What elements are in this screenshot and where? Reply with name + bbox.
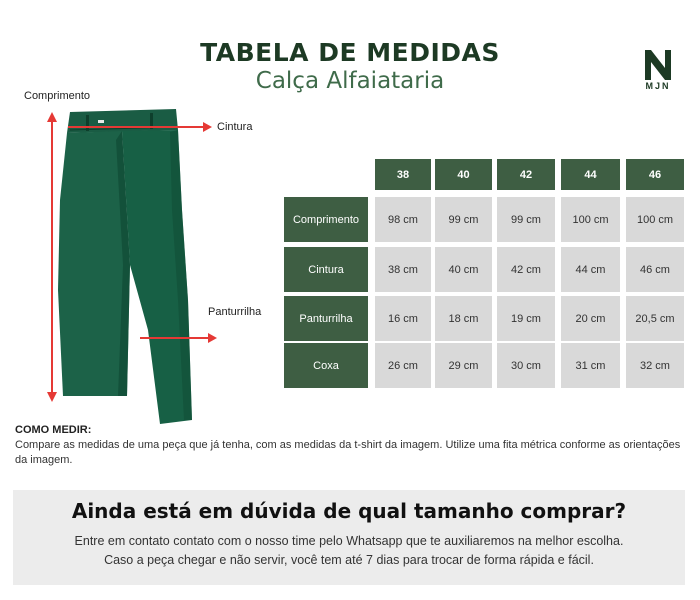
table-cell: 42 cm bbox=[497, 247, 555, 292]
row-label-coxa: Coxa bbox=[284, 343, 368, 388]
label-cintura: Cintura bbox=[217, 121, 253, 133]
table-cell: 40 cm bbox=[435, 247, 492, 292]
size-header-40: 40 bbox=[435, 159, 492, 190]
label-panturrilha: Panturrilha bbox=[208, 306, 262, 318]
table-cell: 100 cm bbox=[561, 197, 620, 242]
help-banner bbox=[13, 490, 685, 585]
table-cell: 20 cm bbox=[561, 296, 620, 341]
table-cell: 20,5 cm bbox=[626, 296, 684, 341]
comprimento-arrow bbox=[47, 112, 57, 402]
table-cell: 16 cm bbox=[375, 296, 431, 341]
table-cell: 99 cm bbox=[435, 197, 492, 242]
row-label-panturrilha: Panturrilha bbox=[284, 296, 368, 341]
table-cell: 32 cm bbox=[626, 343, 684, 388]
how-to-text: Compare as medidas de uma peça que já tenha, com as medidas da t-shirt da imagem. Utilize uma fita métrica conforme as orientações da imagem. bbox=[15, 439, 681, 466]
table-cell: 44 cm bbox=[561, 247, 620, 292]
table-cell: 26 cm bbox=[375, 343, 431, 388]
pants-illustration bbox=[58, 109, 192, 424]
table-cell: 38 cm bbox=[375, 247, 431, 292]
table-cell: 46 cm bbox=[626, 247, 684, 292]
table-cell: 30 cm bbox=[497, 343, 555, 388]
table-cell: 100 cm bbox=[626, 197, 684, 242]
table-cell: 99 cm bbox=[497, 197, 555, 242]
table-cell: 31 cm bbox=[561, 343, 620, 388]
size-header-46: 46 bbox=[626, 159, 684, 190]
banner-title: Ainda está em dúvida de qual tamanho comprar? bbox=[71, 499, 627, 523]
table-cell: 19 cm bbox=[497, 296, 555, 341]
size-header-38: 38 bbox=[375, 159, 431, 190]
size-header-42: 42 bbox=[497, 159, 555, 190]
how-to-title: COMO MEDIR: bbox=[15, 424, 92, 436]
label-comprimento: Comprimento bbox=[24, 90, 91, 102]
table-cell: 18 cm bbox=[435, 296, 492, 341]
banner-line-1: Entre em contato contato com o nosso time pelo Whatsapp que te auxiliaremos na melhor escolha. bbox=[74, 534, 624, 548]
table-cell: 98 cm bbox=[375, 197, 431, 242]
page-subtitle: Calça Alfaiataria bbox=[255, 68, 445, 94]
banner-text bbox=[13, 532, 685, 570]
row-label-cintura: Cintura bbox=[284, 247, 368, 292]
table-cell: 29 cm bbox=[435, 343, 492, 388]
banner-line-2: Caso a peça chegar e não servir, você tem até 7 dias para trocar de forma rápida e fácil. bbox=[104, 553, 594, 567]
row-label-comprimento: Comprimento bbox=[284, 197, 368, 242]
page-title: TABELA DE MEDIDAS bbox=[200, 38, 500, 67]
brand-logo-text: MJN bbox=[645, 81, 671, 91]
size-header-44: 44 bbox=[561, 159, 620, 190]
